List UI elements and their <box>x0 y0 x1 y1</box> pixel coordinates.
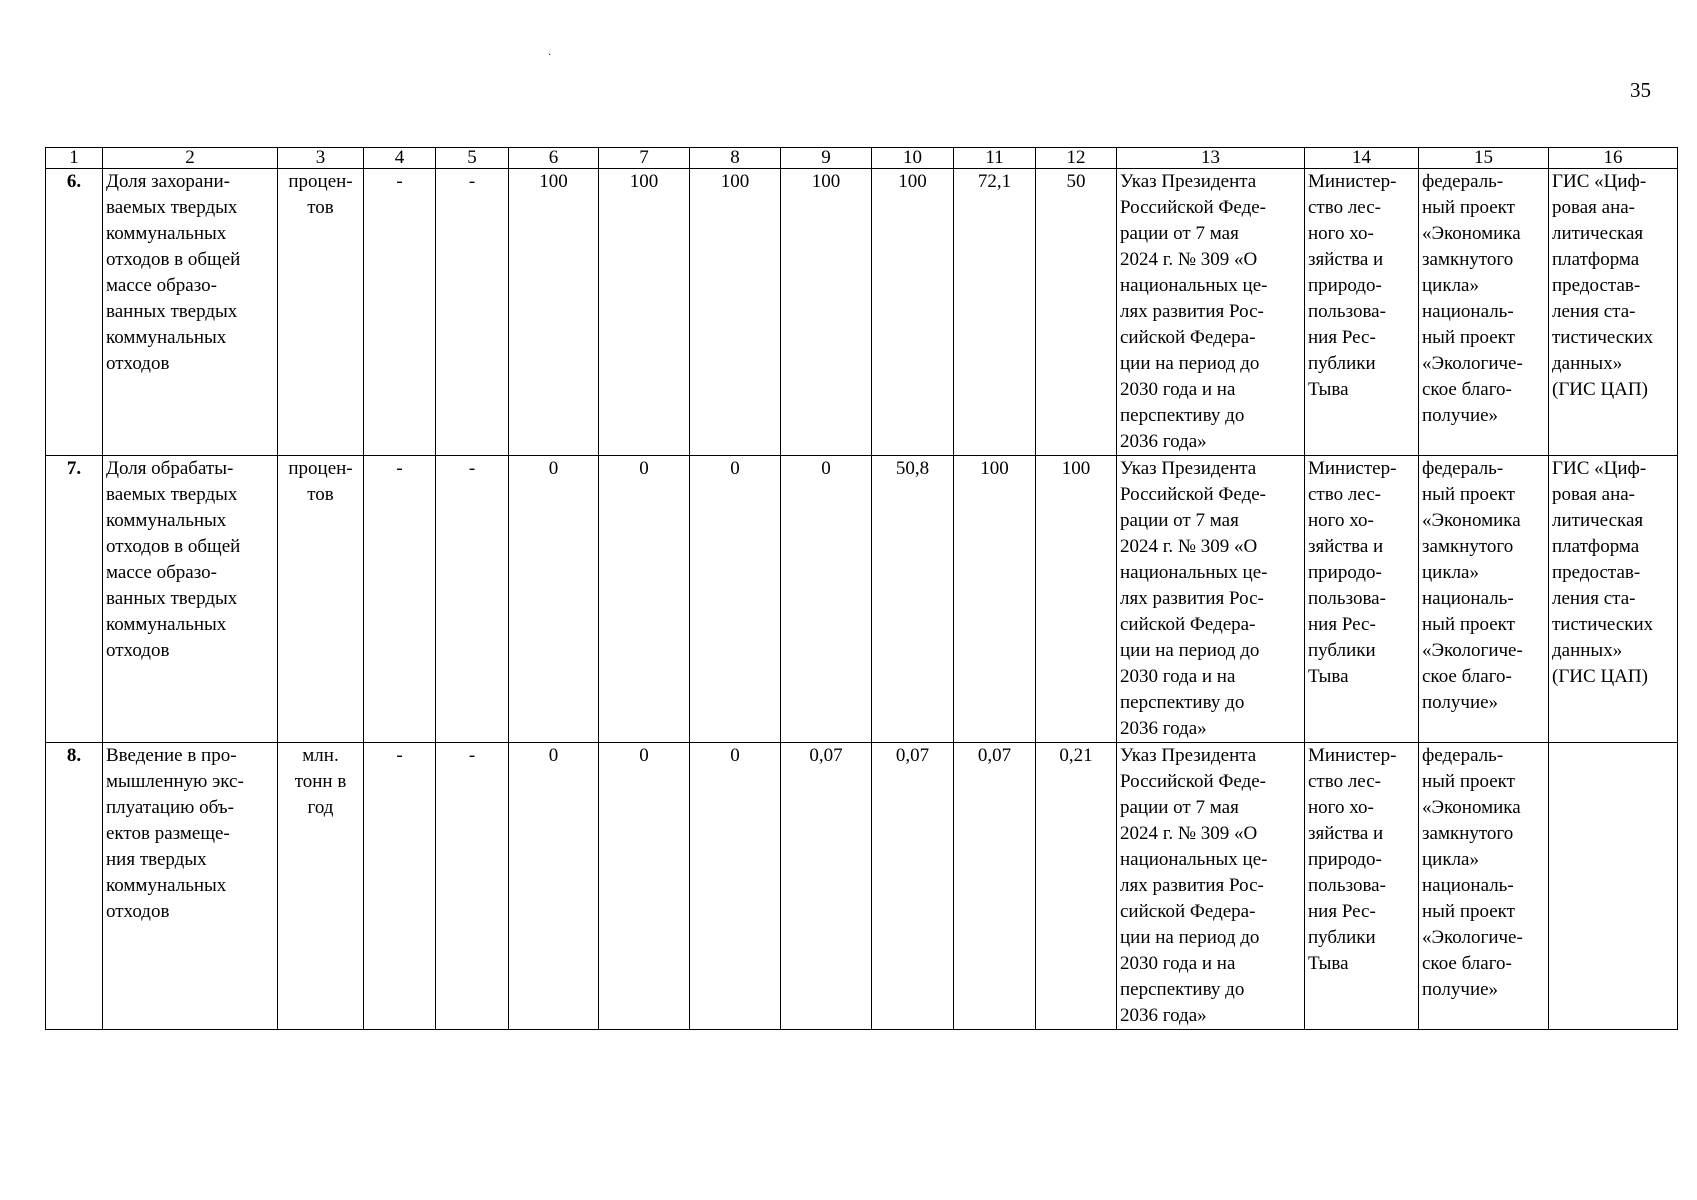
value-cell: 0 <box>690 456 781 743</box>
value-cell: 100 <box>781 169 872 456</box>
value-cell: - <box>364 169 436 456</box>
value-cell: 0,07 <box>954 743 1036 1030</box>
value-cell: - <box>436 456 509 743</box>
value-cell: 0,07 <box>781 743 872 1030</box>
value-cell: 100 <box>690 169 781 456</box>
unit-cell: процен- тов <box>278 456 364 743</box>
responsible-cell: Министер- ство лес- ного хо- зяйства и природо- пользова- ния Рес- публики Тыва <box>1305 169 1419 456</box>
column-number: 5 <box>436 148 509 169</box>
basis-cell: Указ Президента Российской Феде- рации от 7 мая 2024 г. № 309 «О национальных це- лях развития Рос- сийской Федера- ции на период до 2030 года и на перспективу до 2036 года» <box>1117 456 1305 743</box>
column-number: 16 <box>1549 148 1678 169</box>
table-row <box>46 456 1678 743</box>
information-system-cell: ГИС «Циф- ровая ана- литическая платформа предостав- ления ста- тистических данных» (ГИС ЦАП) <box>1549 169 1678 456</box>
value-cell: 0,07 <box>872 743 954 1030</box>
basis-cell: Указ Президента Российской Феде- рации от 7 мая 2024 г. № 309 «О национальных це- лях развития Рос- сийской Федера- ции на период до 2030 года и на перспективу до 2036 года» <box>1117 743 1305 1030</box>
basis-cell: Указ Президента Российской Феде- рации от 7 мая 2024 г. № 309 «О национальных це- лях развития Рос- сийской Федера- ции на период до 2030 года и на перспективу до 2036 года» <box>1117 169 1305 456</box>
value-cell: 0 <box>509 456 599 743</box>
information-system-cell: ГИС «Циф- ровая ана- литическая платформа предостав- ления ста- тистических данных» (ГИС ЦАП) <box>1549 456 1678 743</box>
column-number: 12 <box>1036 148 1117 169</box>
value-cell: 100 <box>599 169 690 456</box>
column-number: 11 <box>954 148 1036 169</box>
value-cell: 0 <box>599 743 690 1030</box>
indicator-name: Доля обрабаты- ваемых твердых коммунальных отходов в общей массе образо- ванных твердых коммунальных отходов <box>103 456 278 743</box>
indicator-name: Введение в про- мышленную экс- плуатацию объ- ектов размеще- ния твердых коммунальных отходов <box>103 743 278 1030</box>
value-cell: 100 <box>954 456 1036 743</box>
value-cell: 0 <box>690 743 781 1030</box>
column-number: 7 <box>599 148 690 169</box>
table-row <box>46 169 1678 456</box>
value-cell: - <box>436 743 509 1030</box>
responsible-cell: Министер- ство лес- ного хо- зяйства и природо- пользова- ния Рес- публики Тыва <box>1305 456 1419 743</box>
column-number: 15 <box>1419 148 1549 169</box>
row-number: 7. <box>46 456 103 743</box>
scan-speck: · <box>548 50 552 61</box>
value-cell: 100 <box>1036 456 1117 743</box>
project-cell: федераль- ный проект «Экономика замкнутого цикла» националь- ный проект «Экологиче- ское благо- получие» <box>1419 169 1549 456</box>
column-number: 8 <box>690 148 781 169</box>
column-number: 14 <box>1305 148 1419 169</box>
responsible-cell: Министер- ство лес- ного хо- зяйства и природо- пользова- ния Рес- публики Тыва <box>1305 743 1419 1030</box>
value-cell: 0 <box>599 456 690 743</box>
value-cell: - <box>364 743 436 1030</box>
unit-cell: процен- тов <box>278 169 364 456</box>
row-number: 6. <box>46 169 103 456</box>
row-number: 8. <box>46 743 103 1030</box>
project-cell: федераль- ный проект «Экономика замкнутого цикла» националь- ный проект «Экологиче- ское благо- получие» <box>1419 743 1549 1030</box>
project-cell: федераль- ный проект «Экономика замкнутого цикла» националь- ный проект «Экологиче- ское благо- получие» <box>1419 456 1549 743</box>
value-cell: 100 <box>872 169 954 456</box>
indicator-name: Доля захорани- ваемых твердых коммунальных отходов в общей массе образо- ванных твердых коммунальных отходов <box>103 169 278 456</box>
value-cell: 50,8 <box>872 456 954 743</box>
page-number: 35 <box>1630 78 1651 102</box>
column-number: 10 <box>872 148 954 169</box>
column-number: 2 <box>103 148 278 169</box>
column-number: 3 <box>278 148 364 169</box>
value-cell: - <box>364 456 436 743</box>
value-cell: 0 <box>509 743 599 1030</box>
column-number-row <box>46 148 1678 169</box>
value-cell: 100 <box>509 169 599 456</box>
column-number: 9 <box>781 148 872 169</box>
value-cell: - <box>436 169 509 456</box>
value-cell: 50 <box>1036 169 1117 456</box>
column-number: 13 <box>1117 148 1305 169</box>
value-cell: 0 <box>781 456 872 743</box>
value-cell: 72,1 <box>954 169 1036 456</box>
value-cell: 0,21 <box>1036 743 1117 1030</box>
table-row <box>46 743 1678 1030</box>
column-number: 6 <box>509 148 599 169</box>
information-system-cell <box>1549 743 1678 1030</box>
unit-cell: млн. тонн в год <box>278 743 364 1030</box>
indicators-table <box>45 147 1678 1030</box>
column-number: 1 <box>46 148 103 169</box>
column-number: 4 <box>364 148 436 169</box>
